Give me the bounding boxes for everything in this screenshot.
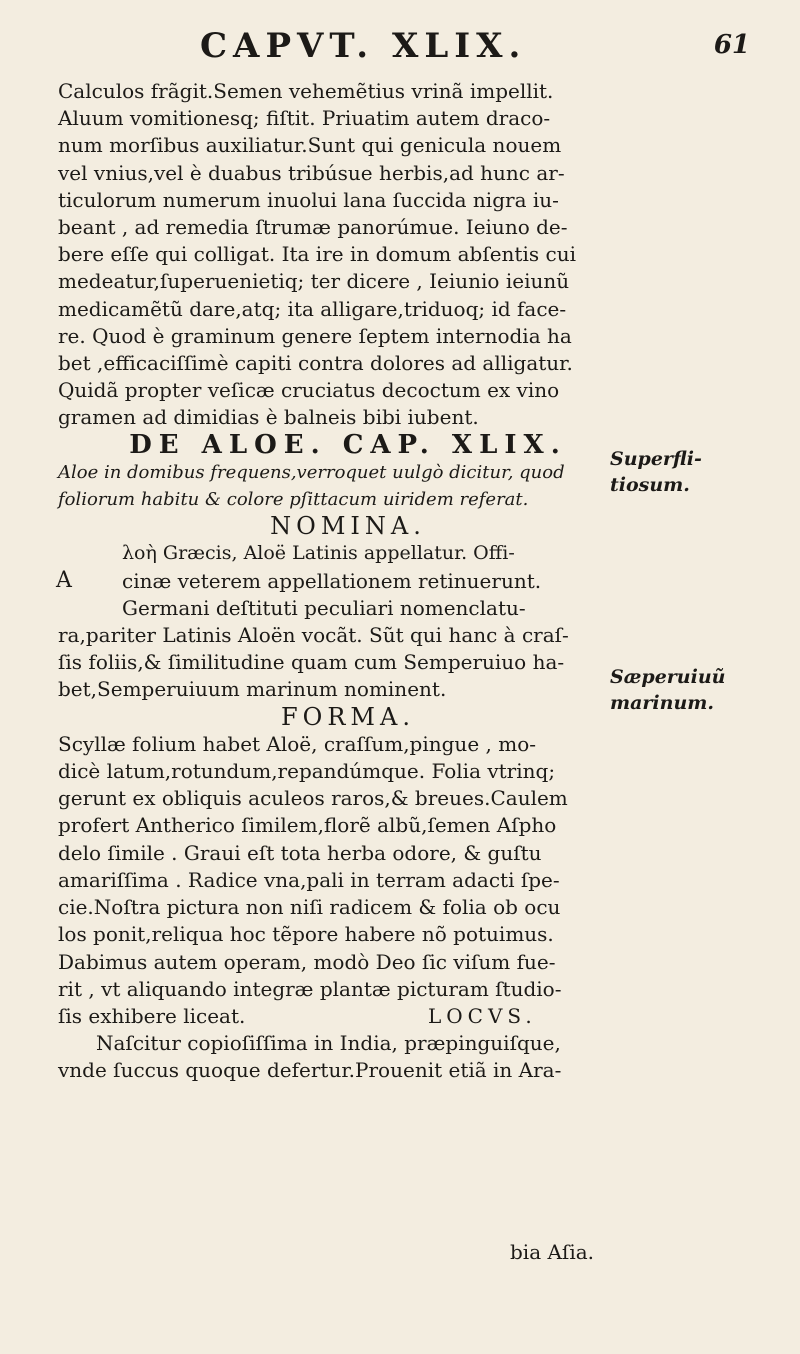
text-line: re. Quod è graminum genere ſeptem internodia ha bbox=[58, 323, 572, 348]
catchword: bia Aſia. bbox=[510, 1240, 595, 1264]
text-line: ticulorum numerum inuolui lana ſuccida nigra iu- bbox=[58, 187, 559, 212]
locus-heading: LOCVS. bbox=[428, 1003, 537, 1028]
text-line: beant , ad remedia ſtrumæ panorúmue. Ieiuno de- bbox=[58, 215, 568, 240]
text-line: dicè latum,rotundum,repandúmque. Folia vtrinq; bbox=[58, 759, 556, 784]
chapter-heading: DE ALOE. CAP. XLIX. bbox=[129, 429, 567, 460]
text-line bbox=[58, 1003, 638, 1030]
page-number: 61 bbox=[713, 30, 750, 60]
text-line: bet,Semperuiuum marinum nominent. bbox=[58, 677, 447, 702]
text-line: gerunt ex obliquis aculeos raros,& breues.Caulem bbox=[58, 786, 568, 811]
text-line: Dabimus autem operam, modò Deo ſic viſum fue- bbox=[58, 949, 556, 974]
text-line: Naſcitur copioſiſſima in India, præpinguiſque, bbox=[96, 1031, 561, 1056]
margin-note-semperuiuum bbox=[610, 664, 750, 716]
text-line: Calculos frãgit.Semen vehemẽtius vrinã impellit. bbox=[58, 79, 554, 103]
text-line: cie.Noſtra pictura non niſi radicem & folia ob ocu bbox=[58, 895, 561, 920]
text-line: bet ,efficaciſſimè capiti contra dolores ad alligatur. bbox=[58, 351, 573, 376]
text-line: λοὴ Græcis, Aloë Latinis appellatur. Offi- bbox=[122, 542, 515, 565]
margin-note-line: Sæperuiuũ bbox=[610, 666, 726, 688]
text-line: Germani deſtituti peculiari nomenclatu- bbox=[122, 595, 526, 620]
text-line: ſis foliis,& ſimilitudine quam cum Semperuiuo ha- bbox=[58, 650, 565, 675]
text-line: gramen ad dimidias è balneis bibi iubent. bbox=[58, 405, 479, 430]
nomina-section bbox=[58, 540, 638, 703]
running-title: CAPVT. XLIX. bbox=[200, 26, 527, 66]
page-header bbox=[60, 18, 760, 68]
text-line: num morſibus auxiliatur.Sunt qui genicula nouem bbox=[58, 133, 562, 158]
text-line: Aluum vomitionesq; fiſtit. Priuatim autem draco- bbox=[58, 106, 551, 131]
text-line: delo ſimile . Graui eſt tota herba odore, & guſtu bbox=[58, 840, 542, 865]
text-line: amariſſima . Radice vna,pali in terram adacti ſpe- bbox=[58, 867, 560, 892]
text-line: bere eſſe qui colligat. Ita ire in domum abſentis cui bbox=[58, 242, 576, 267]
italic-intro-line: foliorum habitu & colore pſittacum uiridem referat. bbox=[58, 489, 529, 511]
text-body bbox=[58, 78, 638, 1085]
forma-heading: FORMA. bbox=[281, 702, 415, 731]
text-fragment: ſis exhibere liceat. bbox=[58, 1003, 246, 1028]
text-line: medicamẽtũ dare,atq; ita alligare,triduoq; id face- bbox=[58, 296, 567, 321]
text-line: vnde ſuccus quoque defertur.Prouenit etiã in Ara- bbox=[58, 1058, 562, 1083]
italic-intro-line: Aloe in domibus frequens,verroquet uulgò dicitur, quod bbox=[58, 461, 565, 483]
text-line: cinæ veterem appellationem retinuerunt. bbox=[122, 568, 542, 593]
margin-note-line: marinum. bbox=[610, 692, 714, 714]
margin-note-line: tiosum. bbox=[610, 474, 690, 496]
margin-note-superstitiosum bbox=[610, 446, 750, 498]
text-line: Quidã propter veſicæ cruciatus decoctum ex vino bbox=[58, 378, 560, 403]
initial-letter: A bbox=[56, 568, 72, 594]
text-line: Scyllæ folium habet Aloë, craſſum,pingue , mo- bbox=[58, 731, 536, 756]
text-line: rit , vt aliquando integræ plantæ picturam ſtudio- bbox=[58, 976, 562, 1001]
nomina-heading: NOMINA. bbox=[270, 512, 426, 541]
text-line: vel vnius,vel è duabus tribúsue herbis,ad hunc ar- bbox=[58, 160, 565, 185]
text-line: profert Antherico ſimilem,florẽ albũ,ſemen Aſpho bbox=[58, 813, 557, 838]
margin-note-line: Superfli- bbox=[610, 448, 702, 470]
text-line: ra,pariter Latinis Aloën vocãt. Sũt qui hanc à craſ- bbox=[58, 623, 569, 648]
text-line: medeatur,ſuperuenietiq; ter dicere , Ieiunio ieiunũ bbox=[58, 269, 570, 294]
text-line: los ponit,reliqua hoc tẽpore habere nõ potuimus. bbox=[58, 922, 554, 947]
